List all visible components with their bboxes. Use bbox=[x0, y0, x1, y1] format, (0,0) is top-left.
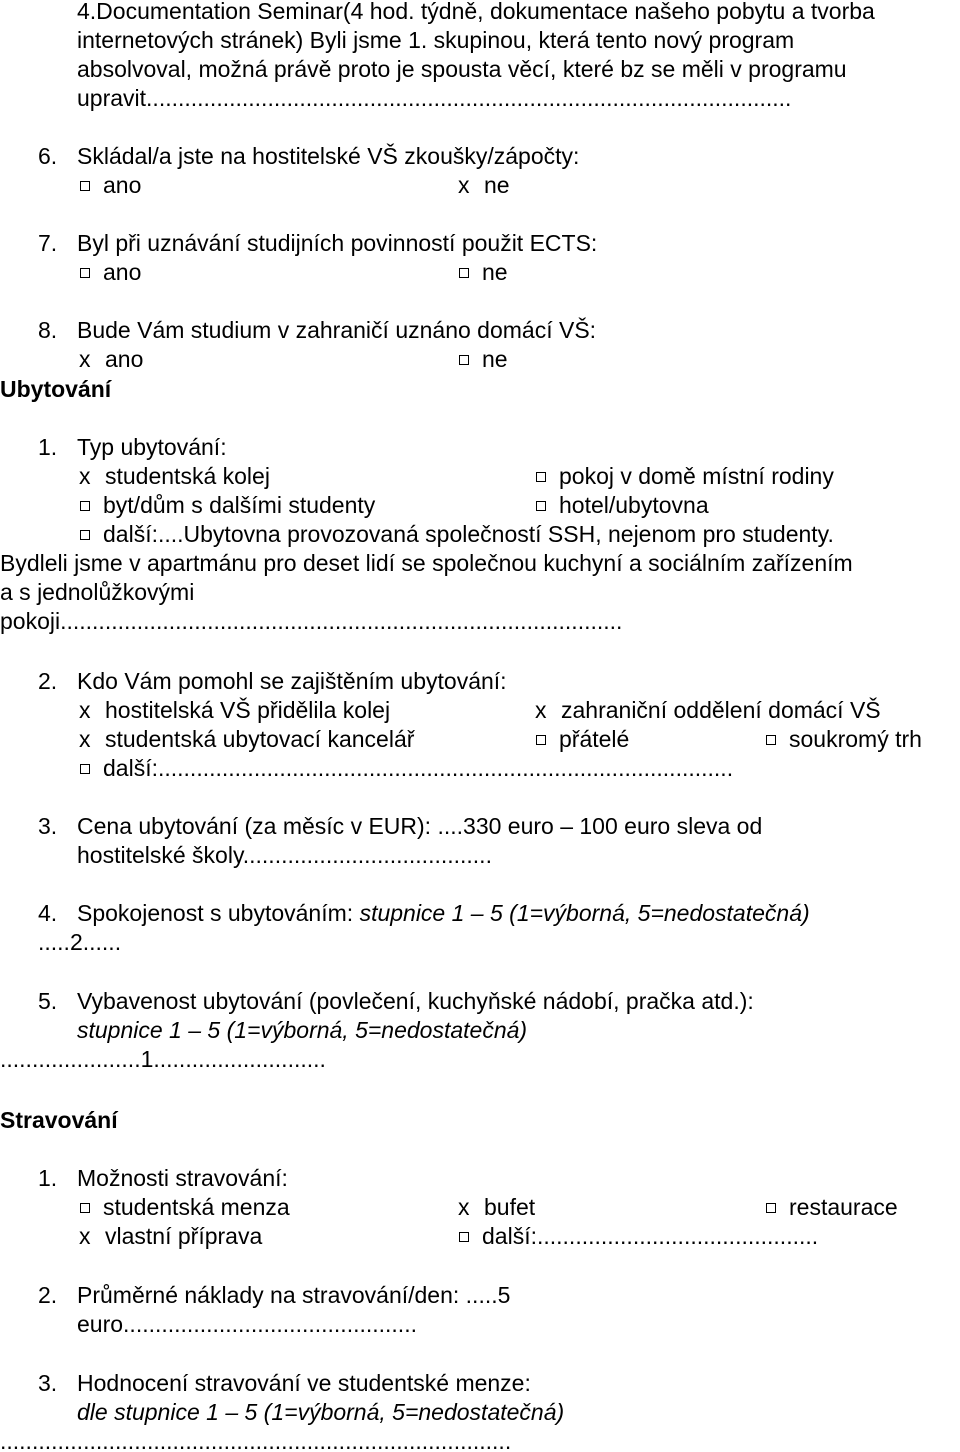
checkbox-empty-icon bbox=[80, 1203, 90, 1213]
strav-q1-option-menza: studentská menza bbox=[77, 1193, 290, 1222]
ubyt-q2-option-hostitelska: x hostitelská VŠ přidělila kolej bbox=[79, 697, 391, 723]
ubyt-q2-option-soukromy: soukromý trh bbox=[763, 725, 922, 754]
ubyt-q5-question: 5. Vybavenost ubytování (povlečení, kuchyňské nádobí, pračka atd.): bbox=[38, 988, 754, 1014]
ubyt-q1-note-line-1: Bydleli jsme v apartmánu pro deset lidí se společnou kuchyní a sociálním zařízením bbox=[0, 550, 853, 576]
doc-seminar-line-2: internetových stránek) Byli jsme 1. skupinou, která tento nový program bbox=[77, 27, 795, 53]
strav-q2-line-2: euro.............................................. bbox=[77, 1311, 417, 1337]
strav-q1-option-restaurace: restaurace bbox=[763, 1193, 898, 1222]
q6-option-ano: ano bbox=[77, 171, 141, 200]
checkbox-empty-icon bbox=[459, 1232, 469, 1242]
checkbox-empty-icon bbox=[80, 268, 90, 278]
ubyt-q4-scale: stupnice 1 – 5 (1=výborná, 5=nedostatečná) bbox=[359, 900, 810, 926]
q6-question bbox=[38, 142, 579, 171]
ubyt-q3-line-1: 3. Cena ubytování (za měsíc v EUR): ....330 euro – 100 euro sleva od bbox=[38, 813, 763, 839]
doc-seminar-line-1: 4.Documentation Seminar(4 hod. týdně, dokumentace našeho pobytu a tvorba bbox=[77, 0, 875, 24]
checkbox-empty-icon bbox=[80, 501, 90, 511]
checkbox-empty-icon bbox=[766, 735, 776, 745]
q8-question bbox=[38, 316, 596, 345]
checkbox-checked-x-mark: x bbox=[458, 1194, 470, 1220]
checkbox-empty-icon bbox=[80, 530, 90, 540]
ubyt-q5-answer: ......................1........................... bbox=[0, 1046, 326, 1072]
ubyt-q4-question: 4. Spokojenost s ubytováním: stupnice 1 – 5 (1=výborná, 5=nedostatečná) bbox=[38, 900, 810, 926]
doc-seminar-line-4: upravit..................................................................................................... bbox=[77, 85, 792, 111]
ubyt-q1-option-byt: byt/dům s dalšími studenty bbox=[77, 491, 375, 520]
checkbox-empty-icon bbox=[80, 764, 90, 774]
ubyt-q1-question: 1. Typ ubytování: bbox=[38, 434, 227, 460]
checkbox-checked-x-mark: x bbox=[79, 463, 91, 489]
checkbox-empty-icon bbox=[536, 472, 546, 482]
ubyt-q2-option-kancelar: x studentská ubytovací kancelář bbox=[79, 726, 415, 752]
strav-q3-scale: dle stupnice 1 – 5 (1=výborná, 5=nedostatečná) bbox=[77, 1399, 565, 1425]
strav-q1-option-dalsi: další:............................................ bbox=[456, 1222, 818, 1251]
checkbox-empty-icon bbox=[459, 268, 469, 278]
strav-q1-option-vlastni: x vlastní příprava bbox=[79, 1223, 263, 1249]
doc-seminar-line-3: absolvoval, možná právě proto je spousta věcí, které bz se měli v programu bbox=[77, 56, 847, 82]
ubyt-q2-option-dalsi: další:.......................................................................................... bbox=[77, 754, 733, 783]
checkbox-checked-x-mark: x bbox=[79, 346, 91, 372]
checkbox-checked-x-mark: x bbox=[535, 697, 547, 723]
q7-text: Byl při uznávání studijních povinností použit ECTS: bbox=[77, 230, 598, 256]
checkbox-empty-icon bbox=[536, 735, 546, 745]
strav-q3-answer: ................................................................................ bbox=[0, 1428, 512, 1452]
checkbox-checked-x-mark: x bbox=[79, 1223, 91, 1249]
ubyt-q1-option-hotel: hotel/ubytovna bbox=[533, 491, 709, 520]
ubyt-q2-option-pratele: přátelé bbox=[533, 725, 629, 754]
strav-q1-option-bufet: x bufet bbox=[458, 1194, 536, 1220]
ubyt-q1-option-rodina: pokoj v domě místní rodiny bbox=[533, 462, 834, 491]
ubyt-q5-scale: stupnice 1 – 5 (1=výborná, 5=nedostatečná) bbox=[77, 1017, 528, 1043]
q7-option-ano: ano bbox=[77, 258, 141, 287]
checkbox-checked-x-mark: x bbox=[458, 172, 470, 198]
section-heading-ubytovani: Ubytování bbox=[0, 376, 112, 402]
checkbox-checked-x-mark: x bbox=[79, 726, 91, 752]
q7-question bbox=[38, 229, 597, 258]
ubyt-q2-question: 2. Kdo Vám pomohl se zajištěním ubytování: bbox=[38, 668, 507, 694]
q7-number: 7. bbox=[38, 230, 58, 256]
q6-number: 6. bbox=[38, 143, 58, 169]
ubyt-q2-option-zahranicni: x zahraniční oddělení domácí VŠ bbox=[535, 697, 881, 723]
q8-text: Bude Vám studium v zahraničí uznáno domácí VŠ: bbox=[77, 317, 597, 343]
ubyt-q4-answer: .....2...... bbox=[38, 929, 122, 955]
q8-number: 8. bbox=[38, 317, 58, 343]
checkbox-checked-x-mark: x bbox=[79, 697, 91, 723]
checkbox-empty-icon bbox=[80, 181, 90, 191]
ubyt-q3-line-2: hostitelské školy....................................... bbox=[77, 842, 492, 868]
ubyt-q1-option-kolej: x studentská kolej bbox=[79, 463, 270, 489]
checkbox-empty-icon bbox=[536, 501, 546, 511]
checkbox-empty-icon bbox=[459, 355, 469, 365]
strav-q1-question: 1. Možnosti stravování: bbox=[38, 1165, 288, 1191]
q6-text: Skládal/a jste na hostitelské VŠ zkoušky/zápočty: bbox=[77, 143, 580, 169]
ubyt-q1-note-line-2: a s jednolůžkovými bbox=[0, 579, 195, 605]
strav-q3-question: 3. Hodnocení stravování ve studentské menze: bbox=[38, 1370, 531, 1396]
q7-option-ne: ne bbox=[456, 258, 508, 287]
strav-q2-line-1: 2. Průměrné náklady na stravování/den: .....5 bbox=[38, 1282, 511, 1308]
q8-option-ne: ne bbox=[456, 345, 508, 374]
ubyt-q1-note-line-3: pokoji........................................................................................ bbox=[0, 608, 623, 634]
q8-option-ano: x ano bbox=[79, 346, 144, 372]
ubyt-q1-option-dalsi: další:....Ubytovna provozovaná společností SSH, nejenom pro studenty. bbox=[77, 520, 834, 549]
checkbox-empty-icon bbox=[766, 1203, 776, 1213]
q6-option-ne: x ne bbox=[458, 172, 510, 198]
section-heading-stravovani: Stravování bbox=[0, 1107, 118, 1133]
